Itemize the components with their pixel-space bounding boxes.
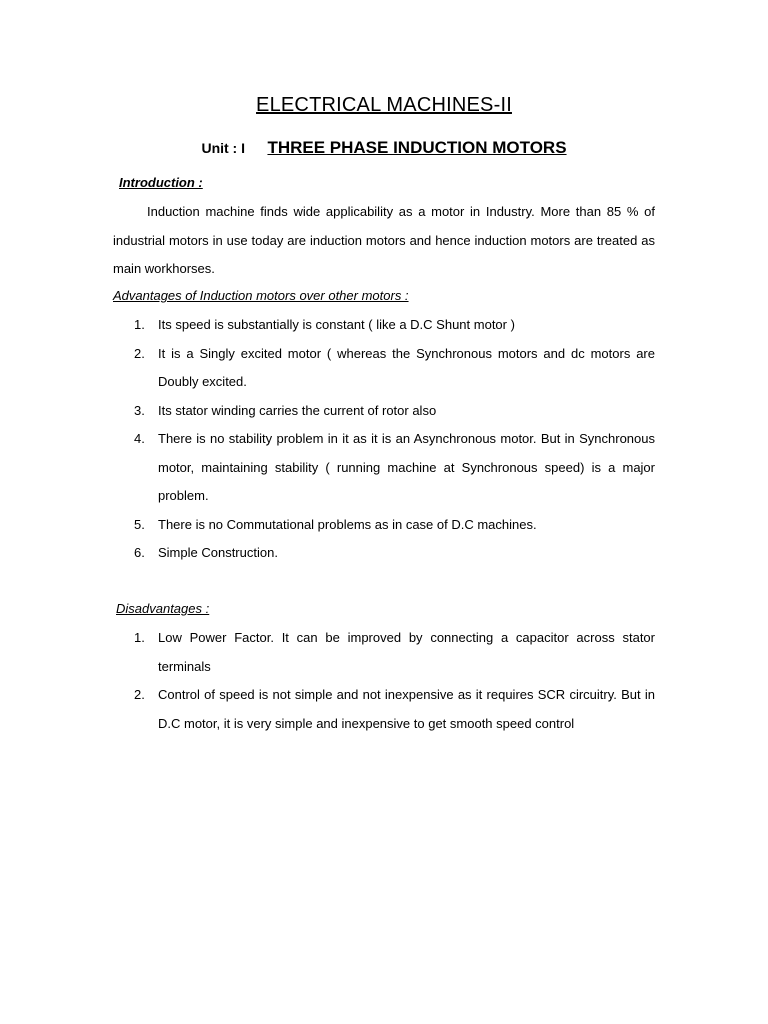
list-item xyxy=(113,511,655,540)
list-text: There is no Commutational problems as in case of D.C machines. xyxy=(158,516,537,532)
list-number: 1. xyxy=(134,630,145,645)
list-text: Simple Construction. xyxy=(158,545,278,560)
unit-heading xyxy=(0,138,768,158)
list-item xyxy=(113,311,655,340)
list-number: 5. xyxy=(134,516,145,532)
list-number: 6. xyxy=(134,545,145,560)
list-number: 2. xyxy=(134,687,145,702)
list-number: 2. xyxy=(134,345,145,361)
list-text: It is a Singly excited motor ( whereas the Synchronous motors and dc motors are Doubly excited. xyxy=(158,345,655,389)
unit-title: THREE PHASE INDUCTION MOTORS xyxy=(267,138,567,157)
disadvantages-list xyxy=(113,624,655,738)
list-text: Its stator winding carries the current of rotor also xyxy=(158,402,437,418)
list-item xyxy=(113,397,655,426)
list-text: Its speed is substantially is constant ( like a D.C Shunt motor ) xyxy=(158,317,515,332)
introduction-heading: Introduction : xyxy=(119,175,203,190)
list-item xyxy=(113,340,655,397)
list-text: Low Power Factor. It can be improved by connecting a capacitor across stator terminals xyxy=(158,630,655,674)
list-item xyxy=(113,624,655,681)
list-number: 3. xyxy=(134,402,145,418)
advantages-heading: Advantages of Induction motors over other motors : xyxy=(113,288,409,303)
list-text: Control of speed is not simple and not inexpensive as it requires SCR circuitry. But in D.C motor, it is very simple and inexpensive to get smooth speed control xyxy=(158,687,655,731)
list-item xyxy=(113,681,655,738)
advantages-list xyxy=(113,311,655,568)
unit-label: Unit : I xyxy=(201,140,245,156)
disadvantages-heading: Disadvantages : xyxy=(116,601,210,616)
document-title: ELECTRICAL MACHINES-II xyxy=(256,94,512,116)
list-number: 1. xyxy=(134,317,145,332)
list-number: 4. xyxy=(134,431,145,446)
list-item xyxy=(113,425,655,511)
list-text: There is no stability problem in it as it is an Asynchronous motor. But in Synchronous motor, maintaining stability ( running machine at Synchronous speed) is a major problem. xyxy=(158,431,655,503)
list-item xyxy=(113,539,655,568)
introduction-paragraph xyxy=(113,198,655,284)
introduction-text: Induction machine finds wide applicability as a motor in Industry. More than 85 % of industrial motors in use today are induction motors and hence induction motors are treated as main workhorses. xyxy=(113,204,655,276)
